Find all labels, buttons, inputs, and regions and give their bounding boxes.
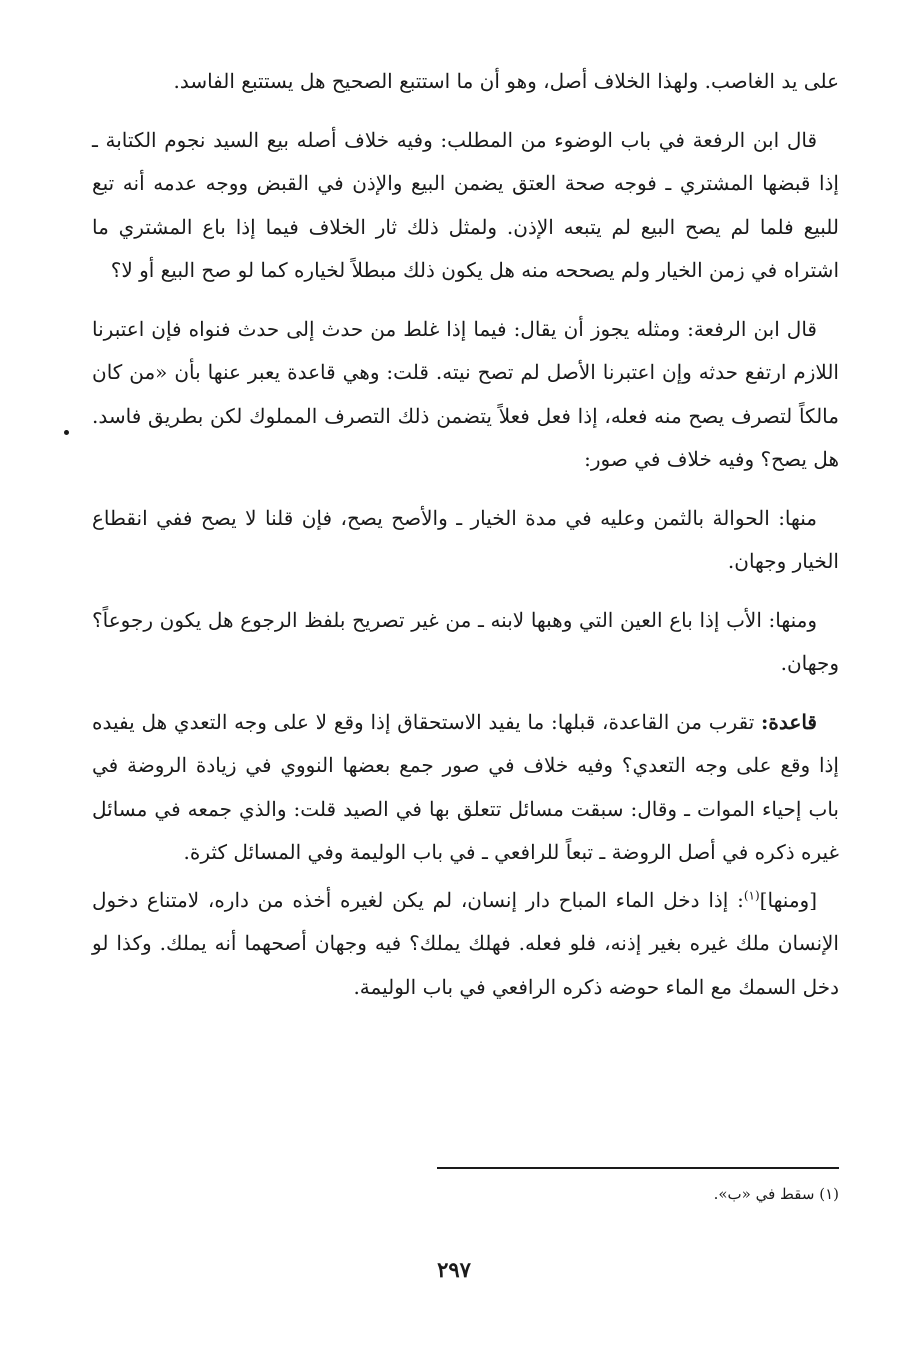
paragraph-7 <box>92 879 839 1010</box>
paragraph-1: على يد الغاصب. ولهذا الخلاف أصل، وهو أن ما استتبع الصحيح هل يستتبع الفاسد. <box>173 69 839 93</box>
paragraph-5: ومنها: الأب إذا باع العين التي وهبها لابنه ـ من غير تصريح بلفظ الرجوع هل يكون رجوعاً؟ وجهان. <box>92 607 839 675</box>
rule-label: قاعدة: <box>761 709 817 734</box>
main-text <box>92 60 839 1024</box>
margin-mark <box>64 430 69 435</box>
paragraph-6 <box>92 701 839 875</box>
page-number: ٢٩٧ <box>437 1257 471 1282</box>
footnote-text: (١) سقط في «ب». <box>713 1185 839 1203</box>
paragraph-6-text: تقرب من القاعدة، قبلها: ما يفيد الاستحقاق إذا وقع لا على وجه التعدي هل يفيده إذا وقع على وجه التعدي؟ وفيه خلاف في صور جمع بعضها النووي في زيادة الروضة في باب إحياء الموات ـ وقال: سبقت مسائل تتعلق بها في الصيد قلت: والذي جمعه في مسائل غيره ذكره في أصل الروضة ـ تبعاً للرافعي ـ في باب الوليمة وفي المسائل كثرة. <box>92 709 839 864</box>
footnote-reference[interactable]: (١) <box>743 887 760 902</box>
paragraph-7-text: : إذا دخل الماء المباح دار إنسان، لم يكن لغيره أخذه من داره، لامتناع دخول الإنسان ملك غيره بغير إذنه، فلو فعله. فهلك يملك؟ فيه وجهان أصحهما أنه يملك. وكذا لو دخل السمك مع الماء حوضه ذكره الرافعي في باب الوليمة. <box>92 887 839 999</box>
paragraph-2: قال ابن الرفعة في باب الوضوء من المطلب: وفيه خلاف أصله بيع السيد نجوم الكتابة ـ إذا قبضها المشتري ـ فوجه صحة العتق يضمن البيع والإذن في القبض ووجه عدمه أنه تبع للبيع فلما لم يصح البيع لم يتبعه الإذن. ولمثل ذلك ثار الخلاف فيما إذا باع المشتري ما اشتراه في زمن الخيار ولم يصححه منه هل يكون ذلك مبطلاً لخياره كما لو صح البيع أو لا؟ <box>92 127 839 282</box>
paragraph-4: منها: الحوالة بالثمن وعليه في مدة الخيار ـ والأصح يصح، فإن قلنا لا يصح ففي انقطاع الخيار وجهان. <box>92 505 839 573</box>
paragraph-3: قال ابن الرفعة: ومثله يجوز أن يقال: فيما إذا غلط من حدث إلى حدث فنواه فإن اعتبرنا اللازم ارتفع حدثه وإن اعتبرنا الأصل لم تصح نيته. قلت: وهي قاعدة يعبر عنها بأن «من كان مالكاً لتصرف يصح منه فعله، إذا فعل فعلاً يتضمن ذلك التصرف المملوك لكن بطريق فاسد. هل يصح؟ وفيه خلاف في صور: <box>92 316 839 471</box>
bracket-label: [ومنها] <box>759 887 817 912</box>
footnote-divider <box>437 1167 839 1169</box>
